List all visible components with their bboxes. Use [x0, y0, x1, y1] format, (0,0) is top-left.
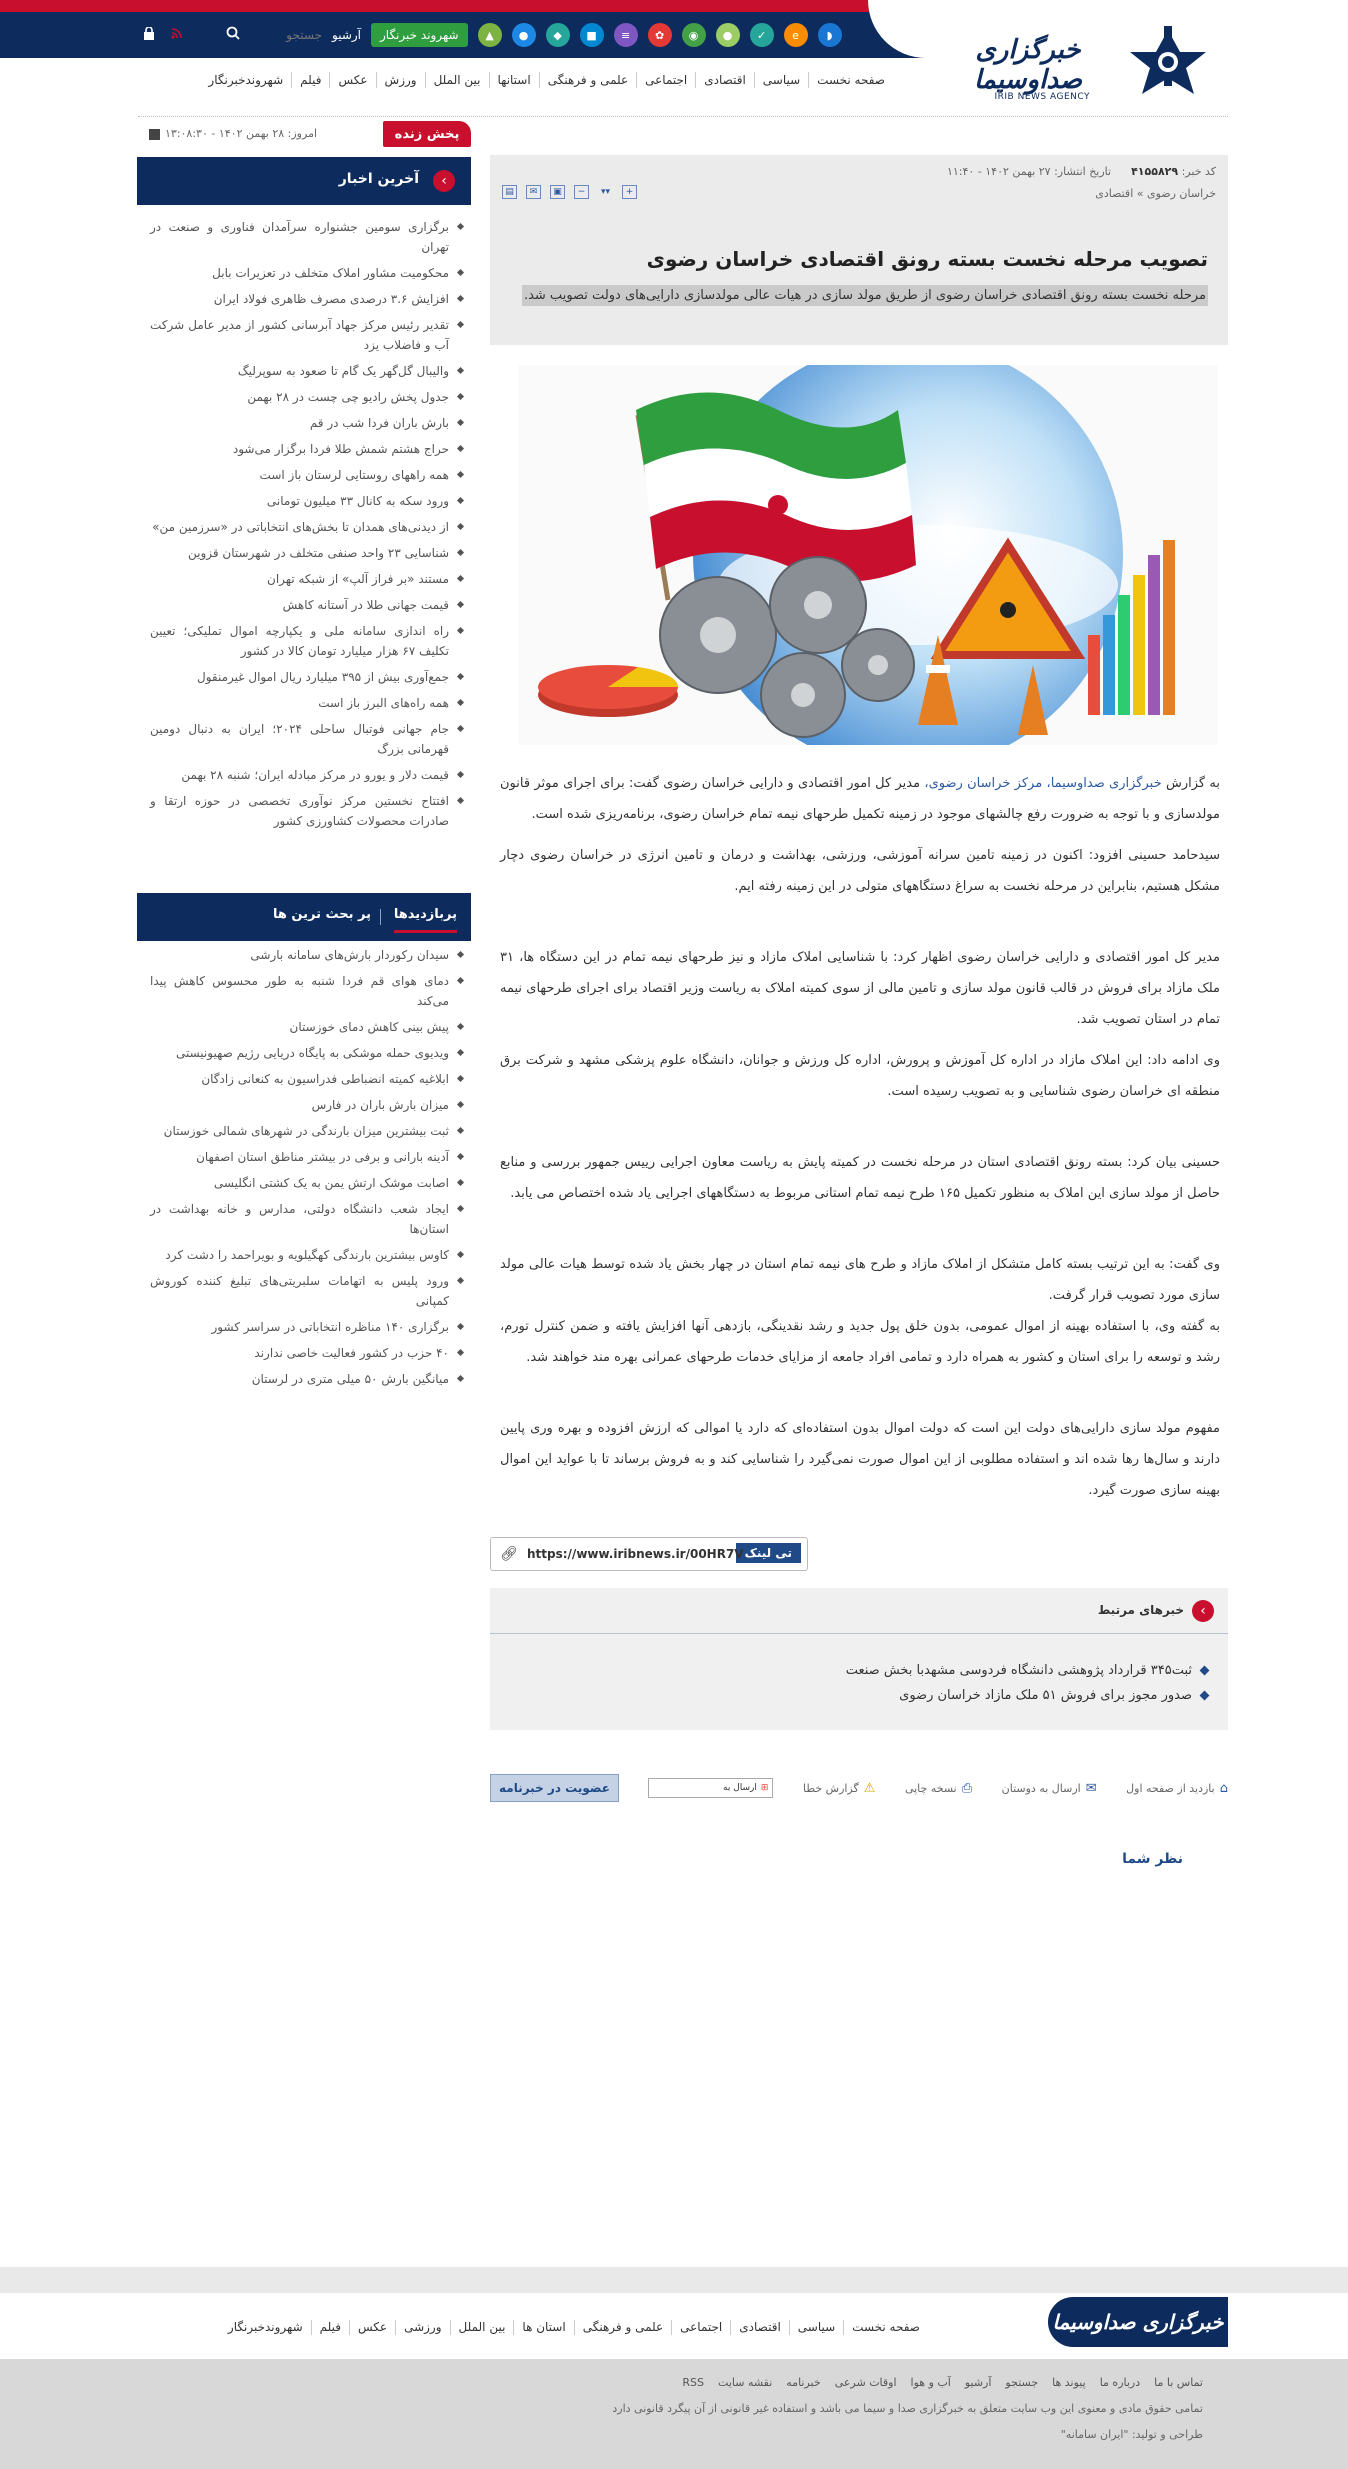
save-icon[interactable]: ▣ [550, 185, 565, 199]
popular-tabs [137, 893, 471, 941]
article-image [518, 365, 1218, 745]
article-tools [502, 185, 637, 199]
related-news [490, 1588, 1228, 1730]
list-item[interactable]: ابلاغیه کمیته انضباطی فدراسیون به کنعانی زادگان [150, 1069, 465, 1089]
envelope-icon: ✉ [1085, 1780, 1097, 1796]
footer-link-newsletter[interactable]: خبرنامه [786, 2376, 821, 2389]
nav-international[interactable]: بین الملل [425, 72, 489, 88]
lock-icon[interactable] [140, 27, 158, 44]
latest-news-title[interactable]: آخرین اخبار [338, 171, 419, 187]
list-item[interactable]: مستند «بر فراز آلپ» از شبکه تهران [150, 569, 465, 589]
header-divider [138, 116, 1228, 117]
footer-copyright: تمامی حقوق مادی و معنوی این وب سایت متعلق به خبرگزاری صدا و سیما می باشد و استفاده غیر قانونی از آن پیگرد قانونی دارد [612, 2402, 1203, 2415]
today-date: امروز: ۲۸ بهمن ۱۴۰۲ - ۱۳:۰۸:۳۰ [165, 127, 318, 140]
footer-link-about[interactable]: درباره ما [1099, 2376, 1141, 2389]
paragraph: وی گفت: به این ترتیب بسته کامل متشکل از املاک مازاد و طرح های نیمه تمام استان در چهار بخش یاد شده توسط هیات عالی مولد سازی مورد تصویب قرار گرفت. [500, 1257, 1220, 1303]
nav-provinces[interactable]: استانها [489, 72, 539, 88]
paragraph: به گزارش خبرگزاری صداوسیما، مرکز خراسان رضوی، مدیر کل امور اقتصادی و دارایی خراسان رضوی گفت: برای اجرای موثر قانون مولدسازی و با توجه به ضرورت رفع چالشهای موجود در زمینه تکمیل طرحهای نیمه تمام خراسان رضوی، برنامه‌ریزی شده است. [500, 776, 1220, 822]
comments-title: نظر شما [1122, 1851, 1183, 1867]
list-item[interactable]: ورود سکه به کانال ۳۳ میلیون تومانی [150, 491, 465, 511]
main-nav [200, 72, 893, 88]
site-logo-text[interactable]: خبرگزاری صداوسیما [973, 35, 1083, 95]
print-icon[interactable]: ▤ [502, 185, 517, 199]
footer-logo[interactable]: خبرگزاری صداوسیما [1048, 2297, 1228, 2347]
tab-most-viewed[interactable]: پربازدیدها [394, 907, 457, 933]
article-meta [947, 165, 1216, 178]
short-link-label: تی لینک [736, 1543, 801, 1563]
app-icon-6[interactable]: ✿ [648, 23, 672, 47]
nav-video[interactable]: فیلم [291, 72, 329, 88]
footer-nav-economy[interactable]: اقتصادی [730, 2320, 789, 2335]
nav-citizen-reporter[interactable]: شهروندخبرنگار [208, 73, 284, 87]
send-to-friends-link[interactable]: ✉ ارسال به دوستان [1001, 1780, 1097, 1796]
publish-date: تاریخ انتشار: ۲۷ بهمن ۱۴۰۲ - ۱۱:۴۰ [946, 165, 1112, 178]
footer-nav-photo[interactable]: عکس [349, 2320, 395, 2335]
list-item[interactable]: میانگین بارش ۵۰ میلی متری در لرستان [150, 1369, 465, 1389]
app-icon-11[interactable]: ◗ [818, 23, 842, 47]
article-header [490, 155, 1228, 345]
list-item[interactable]: جام جهانی فوتبال ساحلی ۲۰۲۴؛ ایران به دنبال دومین قهرمانی بزرگ [150, 719, 465, 759]
email-icon[interactable]: ✉ [526, 185, 541, 199]
rss-icon[interactable] [168, 27, 186, 43]
article-actions [490, 1770, 1228, 1806]
list-item[interactable]: قیمت جهانی طلا در آستانه کاهش [150, 595, 465, 615]
footer-link-rss[interactable]: RSS [682, 2376, 705, 2389]
nav-sports[interactable]: ورزش [376, 72, 425, 88]
footer-nav-citizen[interactable]: شهروندخبرنگار [227, 2320, 303, 2334]
home-visit-link[interactable]: ⌂ بازدید از صفحه اول [1126, 1780, 1228, 1796]
nav-science-culture[interactable]: علمی و فرهنگی [539, 72, 636, 88]
list-item[interactable]: جدول پخش رادیو چی چست در ۲۸ بهمن [150, 387, 465, 407]
list-item[interactable]: برگزاری ۱۴۰ مناظره انتخاباتی در سراسر کشور [150, 1317, 465, 1337]
calendar-icon [149, 129, 160, 140]
list-item[interactable]: اصابت موشک ارتش یمن به یک کشتی انگلیسی [150, 1173, 465, 1193]
popular-news-list [150, 945, 465, 1395]
chevron-right-icon[interactable]: › [433, 170, 455, 192]
paragraph: سیدحامد حسینی افزود: اکنون در زمینه تامین سرانه آموزشی، ورزشی، بهداشت و درمان و تامین انرژی در خراسان رضوی دچار مشکل هستیم، بنابراین در مرحله نخست به سراغ دستگاههای متولی در این زمینه رفته ایم. [500, 848, 1220, 894]
nav-photo[interactable]: عکس [329, 72, 375, 88]
footer-link-links[interactable]: پیوند ها [1052, 2376, 1086, 2389]
citizen-reporter-button[interactable]: شهروند خبرنگار [371, 23, 468, 47]
short-link-box [490, 1537, 808, 1571]
footer-top-strip [0, 2267, 1348, 2293]
article-lead: مرحله نخست بسته رونق اقتصادی خراسان رضوی از طریق مولد سازی در هیات عالی مولدسازی دارایی‌های دولت تصویب شد. [522, 285, 1208, 306]
related-news-header [490, 1588, 1228, 1634]
latest-news-list [150, 217, 465, 837]
nav-home[interactable]: صفحه نخست [808, 72, 893, 88]
list-item[interactable]: کاوس بیشترین بارندگی کهگیلویه و بویراحمد را دشت کرد [150, 1245, 465, 1265]
article-body [500, 768, 1220, 1506]
footer-nav [220, 2320, 928, 2335]
list-item[interactable]: شناسایی ۲۳ واحد صنفی متخلف در شهرستان قزوین [150, 543, 465, 563]
nav-economy[interactable]: اقتصادی [695, 72, 754, 88]
related-news-title: خبرهای مرتبط [1097, 1603, 1184, 1617]
list-item[interactable]: ثبت بیشترین میزان بارندگی در شهرهای شمالی خوزستان [150, 1121, 465, 1141]
android-app-icon[interactable]: ▲ [478, 23, 502, 47]
list-item[interactable]: حراج هشتم شمش طلا فردا برگزار می‌شود [150, 439, 465, 459]
link-icon[interactable]: 🔗︎ [500, 1546, 518, 1562]
list-item[interactable]: آدینه بارانی و برفی در بیشتر مناطق استان اصفهان [150, 1147, 465, 1167]
search-input[interactable] [252, 23, 322, 47]
list-item[interactable]: پیش بینی کاهش دمای خوزستان [150, 1017, 465, 1037]
app-icon-7[interactable]: ◉ [682, 23, 706, 47]
list-item[interactable]: ایجاد شعب دانشگاه دولتی، مدارس و خانه بهداشت در استان‌ها [150, 1199, 465, 1239]
list-item[interactable]: بارش باران فردا شب در قم [150, 413, 465, 433]
list-item[interactable]: سیدان رکوردار بارش‌های سامانه بارشی [150, 945, 465, 965]
list-item[interactable]: ۴۰ حزب در کشور فعالیت خاصی ندارند [150, 1343, 465, 1363]
paragraph: مفهوم مولد سازی دارایی‌های دولت این است که دولت اموال بدون استفاده‌ای که دارد یا اموالی که ارزش افزوده و بهره وری پایین دارند و سال‌ها رها شده اند و استفاده مطلوبی از این اموال صورت نمی‌گیرد را شناسایی کند و به فروش برساند تا با عواید این اموال بهینه سازی صورت گیرد. [500, 1421, 1220, 1498]
report-error-link[interactable]: ⚠ گزارش خطا [802, 1780, 876, 1796]
footer-nav-video[interactable]: فیلم [311, 2320, 349, 2335]
footer-nav-science-culture[interactable]: علمی و فرهنگی [574, 2320, 671, 2335]
nav-social[interactable]: اجتماعی [636, 72, 695, 88]
list-item[interactable]: محکومیت مشاور املاک متخلف در تعزیرات بابل [150, 263, 465, 283]
source-link[interactable]: خبرگزاری صداوسیما، مرکز خراسان رضوی، [924, 776, 1162, 791]
archive-link[interactable]: آرشیو [332, 28, 362, 42]
paragraph: به گفته وی، با استفاده بهینه از اموال عمومی، بدون خلق پول جدید و رشد نقدینگی، بازدهی آنها افزایش یافته و ضمن کنترل تورم، رشد و توسعه را برای استان و کشور به همراه دارد و تمامی افراد جامعه از مزایای خدمات طرحهای عمرانی بهره مند خواهند شد. [500, 1319, 1220, 1365]
list-item[interactable]: راه اندازی سامانه ملی و یکپارچه اموال تملیکی؛ تعیین تکلیف ۶۷ هزار میلیارد تومان کالا در کشور [150, 621, 465, 661]
footer-links [682, 2376, 1203, 2389]
footer-link-weather[interactable]: آب و هوا [910, 2376, 951, 2389]
related-news-list [846, 1658, 1210, 1708]
list-item[interactable]: دمای هوای قم فردا شنبه به طور محسوس کاهش پیدا می‌کند [150, 971, 465, 1011]
app-icon-9[interactable]: ✓ [750, 23, 774, 47]
list-item[interactable]: افزایش ۳.۶ درصدی مصرف ظاهری فولاد ایران [150, 289, 465, 309]
footer-link-archive[interactable]: آرشیو [964, 2376, 992, 2389]
plus-icon: ⊞ [760, 1783, 769, 1793]
live-row [137, 121, 471, 147]
print-version-link[interactable]: ⎙ نسخه چاپی [904, 1780, 973, 1796]
list-item[interactable]: ثبت۳۴۵ قرارداد پژوهشی دانشگاه فردوسی مشهدبا بخش صنعت [846, 1658, 1210, 1683]
footer-nav-provinces[interactable]: استان ها [513, 2320, 573, 2335]
font-size-icon[interactable]: ▾▾ [600, 187, 611, 197]
apple-app-icon[interactable]: ● [512, 23, 536, 47]
list-item[interactable]: تقدیر رئیس مرکز جهاد آبرسانی کشور از مدیر عامل شرکت آب و فاضلاب یزد [150, 315, 465, 355]
paragraph: مدیر کل امور اقتصادی و دارایی خراسان رضوی اظهار کرد: با شناسایی املاک مازاد و نیز طرحهای نیمه تمام در این دستگاه ها، ۳۱ ملک مازاد برای فروش در قالب قانون مولد سازی و تامین مالی از سوی کمیته املاک به ریاست وزیر اقتصاد برای اجرای طرحهای نیمه تمام در استان تصویب شد. [500, 950, 1220, 1027]
list-item[interactable]: میزان بارش باران در فارس [150, 1095, 465, 1115]
breadcrumb[interactable]: خراسان رضوی » اقتصادی [1095, 187, 1216, 200]
site-logo-subtitle: IRIB NEWS AGENCY [994, 92, 1090, 102]
footer-nav-international[interactable]: بین الملل [450, 2320, 514, 2335]
list-item[interactable]: والیبال گل‌گهر یک گام تا صعود به سوپرلیگ [150, 361, 465, 381]
app-icon-10[interactable]: e [784, 23, 808, 47]
app-icon-3[interactable]: ◆ [546, 23, 570, 47]
paragraph: وی ادامه داد: این املاک مازاد در اداره کل آموزش و پرورش، اداره کل ورزش و جوانان، دانشگاه علوم پزشکی مشهد و شرکت برق منطقه ای خراسان رضوی شناسایی و به تصویب رسیده است. [500, 1053, 1220, 1099]
logo-notch [868, 0, 1348, 58]
tab-divider [380, 909, 381, 925]
app-icon-5[interactable]: ≡ [614, 23, 638, 47]
font-decrease-icon[interactable]: − [574, 185, 589, 199]
nav-politics[interactable]: سیاسی [754, 72, 808, 88]
short-link-url[interactable]: https://www.iribnews.ir/00HR7V [527, 1547, 744, 1561]
home-icon: ⌂ [1219, 1780, 1228, 1796]
list-item[interactable]: از دیدنی‌های همدان تا بخش‌های انتخاباتی در «سرزمین من» [150, 517, 465, 537]
share-widget[interactable]: ⊞ ارسال به [648, 1778, 773, 1798]
app-icon-8[interactable]: ● [716, 23, 740, 47]
printer-icon: ⎙ [961, 1780, 973, 1796]
tab-most-discussed[interactable]: پر بحث ترین ها [272, 907, 371, 922]
list-item[interactable]: برگزاری سومین جشنواره سرآمدان فناوری و صنعت در تهران [150, 217, 465, 257]
search-icon[interactable] [224, 26, 242, 44]
irib-emblem-logo[interactable] [1118, 22, 1218, 102]
top-toolbar [140, 12, 842, 58]
font-increase-icon[interactable]: + [622, 185, 637, 199]
app-icon-4[interactable]: ■ [580, 23, 604, 47]
news-code: کد خبر: ۴۱۵۵۸۲۹ [1131, 165, 1216, 178]
list-item[interactable]: قیمت دلار و یورو در مرکز مبادله ایران؛ شنبه ۲۸ بهمن [150, 765, 465, 785]
footer-nav-home[interactable]: صفحه نخست [843, 2320, 928, 2335]
warning-icon: ⚠ [863, 1780, 876, 1796]
live-stream-button[interactable]: پخش زنده [383, 121, 471, 147]
footer-nav-sports[interactable]: ورزشی [395, 2320, 449, 2335]
footer-link-sitemap[interactable]: نقشه سایت [718, 2376, 773, 2389]
list-item[interactable]: ویدیوی حمله موشکی به پایگاه دریایی رژیم صهیونیستی [150, 1043, 465, 1063]
footer-design-credit[interactable]: طراحی و تولید: "ایران سامانه" [1060, 2428, 1203, 2441]
list-item[interactable]: افتتاح نخستین مرکز نوآوری تخصصی در حوزه ارتقا و صادرات محصولات کشاورزی کشور [150, 791, 465, 831]
footer-nav-social[interactable]: اجتماعی [671, 2320, 730, 2335]
footer-link-search[interactable]: جستجو [1005, 2376, 1039, 2389]
list-item[interactable]: همه راههای روستایی لرستان باز است [150, 465, 465, 485]
latest-news-header [137, 157, 471, 205]
list-item[interactable]: صدور مجوز برای فروش ۵۱ ملک مازاد خراسان رضوی [846, 1683, 1210, 1708]
list-item[interactable]: ورود پلیس به اتهامات سلبریتی‌های تبلیغ کننده کوروش کمپانی [150, 1271, 465, 1311]
chevron-right-icon: › [1192, 1600, 1214, 1622]
list-item[interactable]: جمع‌آوری بیش از ۳۹۵ میلیارد ریال اموال غیرمنقول [150, 667, 465, 687]
footer-link-prayer-times[interactable]: اوقات شرعی [834, 2376, 897, 2389]
newsletter-join-button[interactable]: عضویت در خبرنامه [490, 1774, 619, 1802]
article-title: تصویب مرحله نخست بسته رونق اقتصادی خراسان رضوی [646, 247, 1208, 271]
list-item[interactable]: همه راه‌های البرز باز است [150, 693, 465, 713]
paragraph: حسینی بیان کرد: بسته رونق اقتصادی استان در مرحله نخست در کمیته پایش به ریاست معاون اجرایی رییس جمهور بررسی و منابع حاصل از مولد سازی این املاک به منظور تکمیل ۱۶۵ طرح نیمه تمام استانی مربوط به دستگاههای اجرایی یاد شده اختصاص می یابد. [500, 1155, 1220, 1201]
footer-link-contact[interactable]: تماس با ما [1154, 2376, 1203, 2389]
footer-nav-politics[interactable]: سیاسی [789, 2320, 843, 2335]
